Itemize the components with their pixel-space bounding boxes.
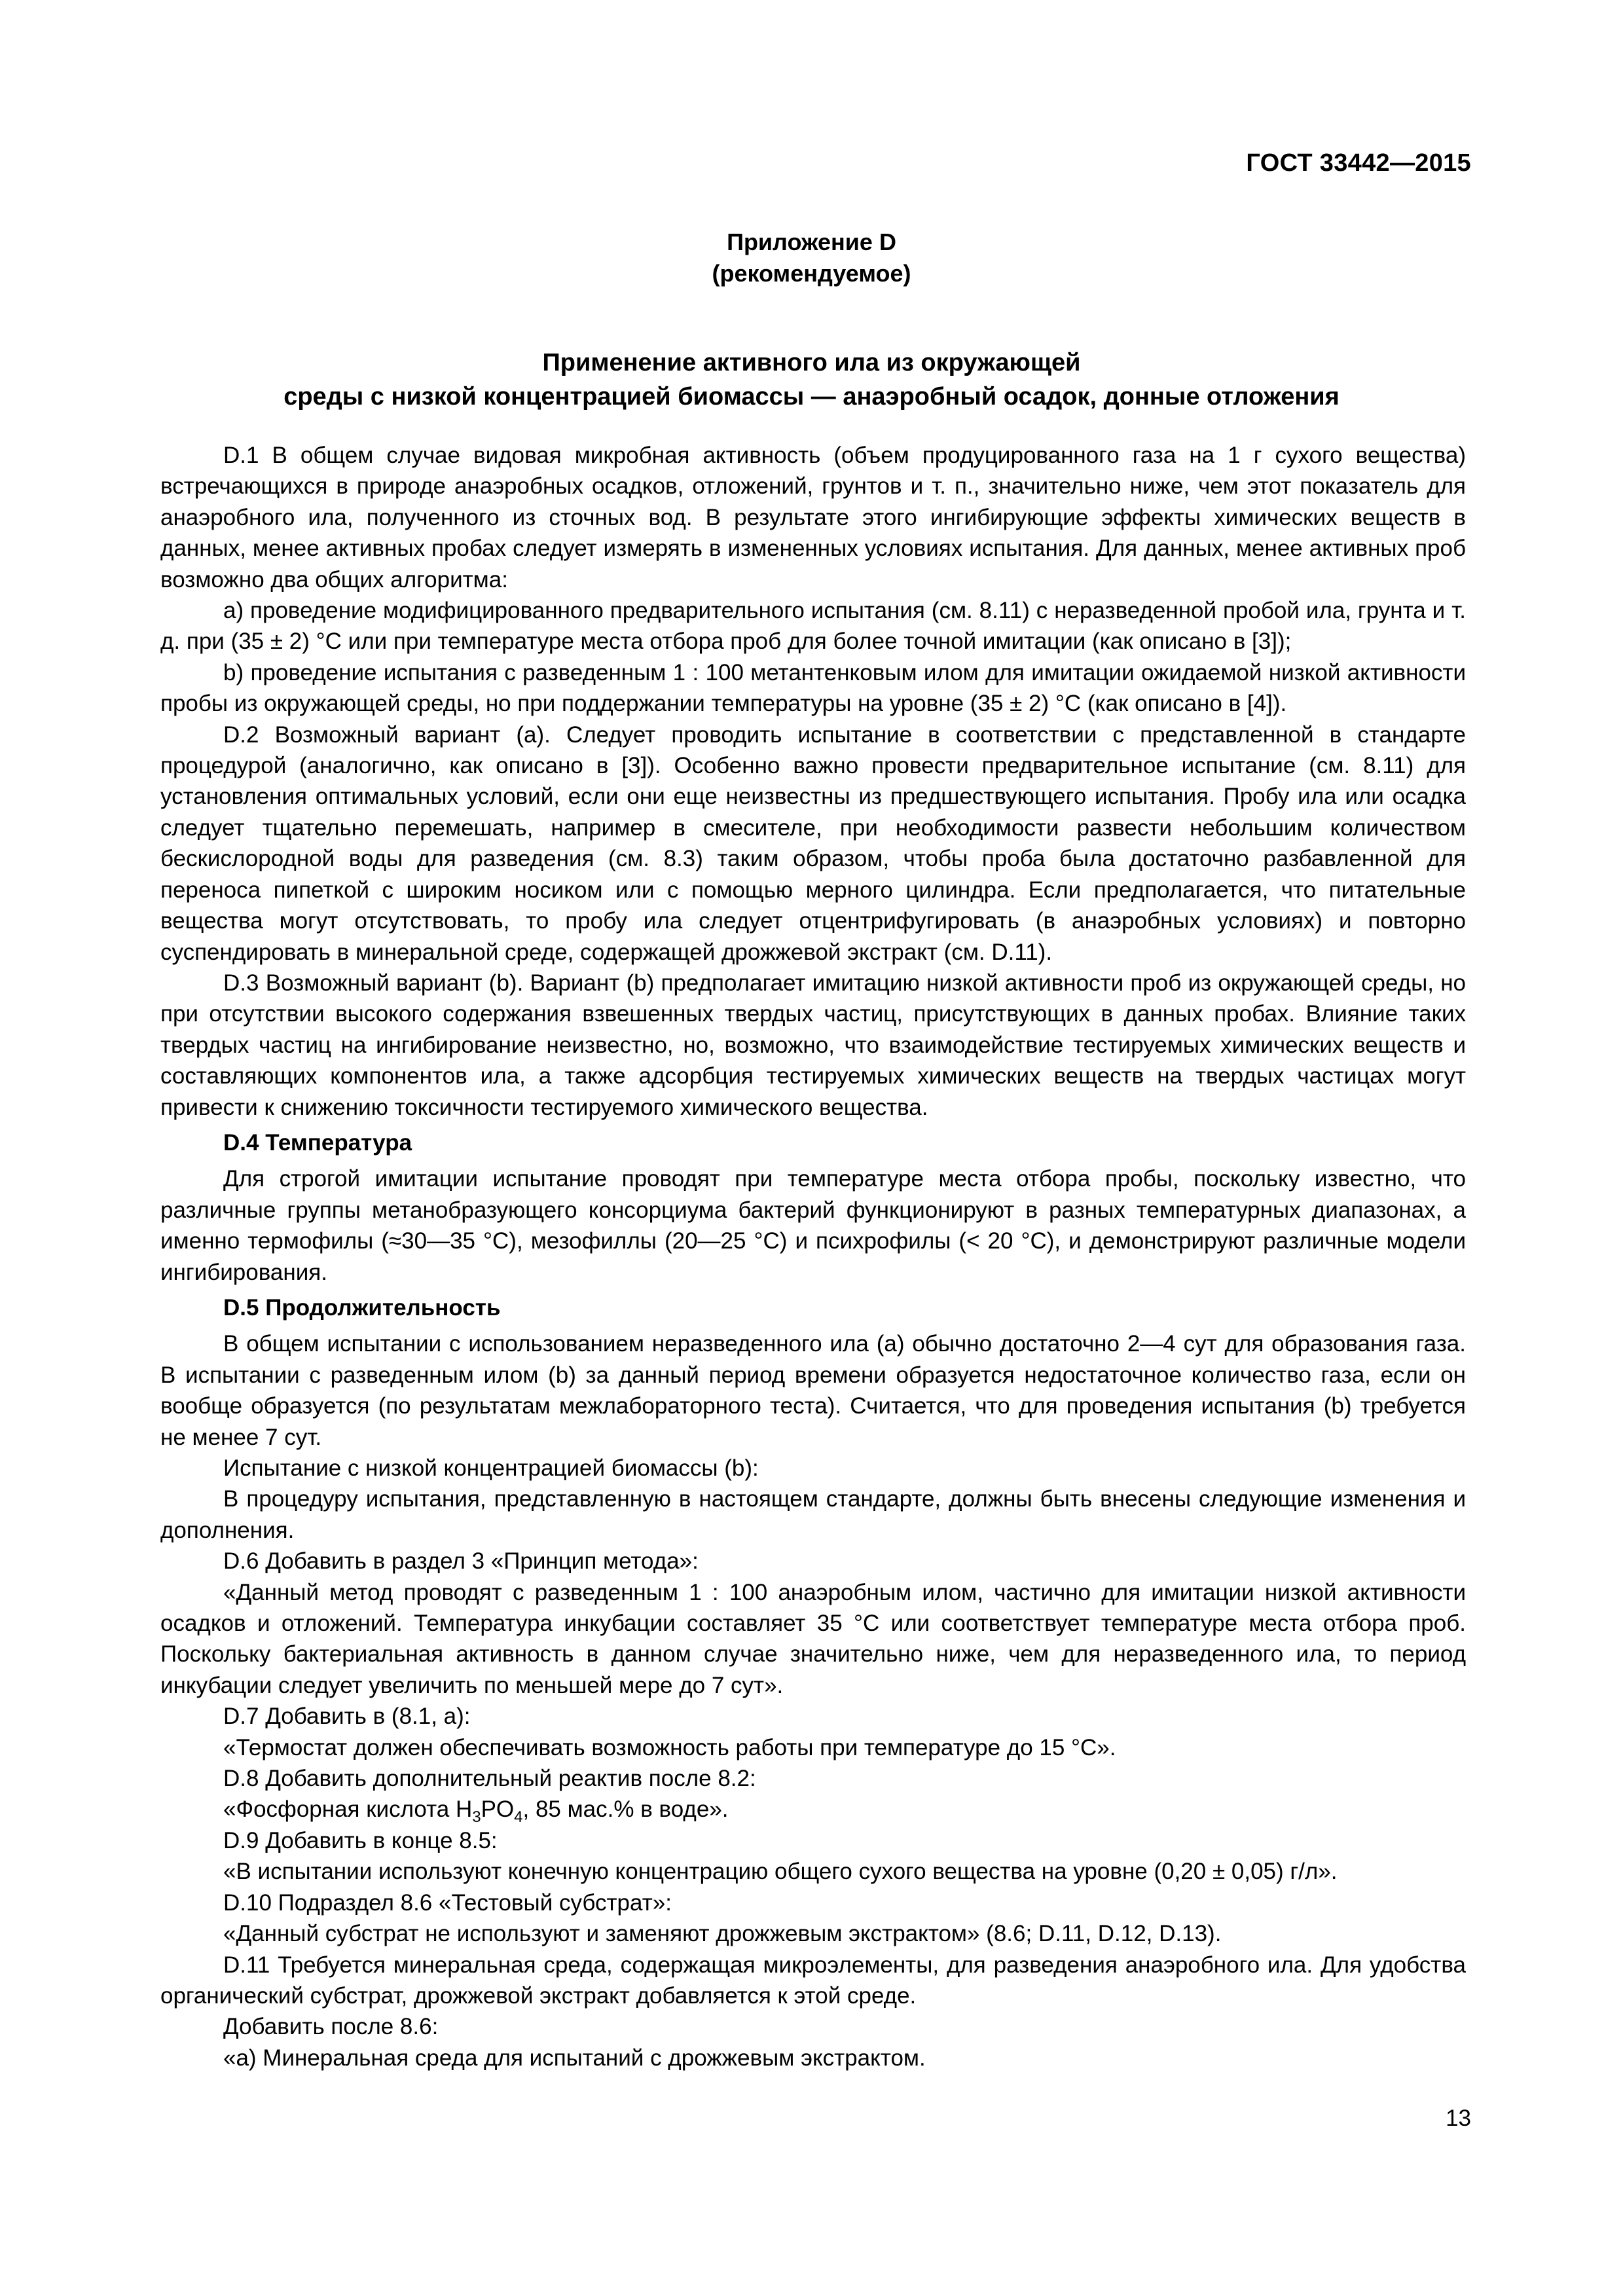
paragraph-d6: D.6 Добавить в раздел 3 «Принцип метода»:	[223, 1548, 699, 1575]
paragraph-d11: D.11 Требуется минеральная среда, содержащая микроэлементы, для разведения анаэробного ила. Для удобства органический субстрат, дрожжевой экстракт добавляется к этой среде.	[160, 1952, 1466, 2009]
paragraph-d10-quote: «Данный субстрат не используют и заменяют дрожжевым экстрактом» (8.6; D.11, D.12, D.13).	[223, 1921, 1222, 1947]
paragraph-d5-low-biomass: Испытание с низкой концентрацией биомассы (b):	[223, 1455, 759, 1481]
document-code: ГОСТ 33442—2015	[1246, 149, 1471, 177]
annex-title-line-2: среды с низкой концентрацией биомассы — анаэробный осадок, донные отложения	[283, 383, 1340, 410]
paragraph-d1-a: а) проведение модифицированного предварительного испытания (см. 8.11) с неразведенной пробой ила, грунта и т. д. при (35 ± 2) °С или при температуре места отбора проб для более точной имитации (как описано в [3]);	[160, 598, 1466, 655]
d8-quote-mid: PO	[481, 1796, 515, 1823]
d8-subscript-3: 3	[472, 1808, 481, 1827]
paragraph-d10: D.10 Подраздел 8.6 «Тестовый субстрат»:	[223, 1889, 672, 1916]
paragraph-d7: D.7 Добавить в (8.1, а):	[223, 1704, 471, 1730]
paragraph-d2: D.2 Возможный вариант (а). Следует проводить испытание в соответствии с представленной в стандарте процедурой (аналогично, как описано в [3]). Особенно важно провести предварительное испытание (см. 8.11) для установления оптимальных условий, если они еще неизвестны из предшествующего испытания. Пробу ила или осадка следует тщательно перемешать, например в смесителе, при необходимости развести небольшим количеством бескислородной воды для разведения (см. 8.3) таким образом, чтобы проба была достаточно разбавленной для переноса пипеткой с широким носиком или с помощью мерного цилиндра. Если предполагается, что питательные вещества могут отсутствовать, то пробу ила следует отцентрифугировать (в анаэробных условиях) и повторно суспендировать в минеральной среде, содержащей дрожжевой экстракт (см. D.11).	[160, 721, 1466, 965]
paragraph-d6-quote: «Данный метод проводят с разведенным 1 : 100 анаэробным илом, частично для имитации низкой активности осадков и отложений. Температура инкубации составляет 35 °С или соответствует температуре места отбора проб. Поскольку бактериальная активность в данном случае значительно ниже, чем для неразведенного ила, то период инкубации следует увеличить по меньшей мере до 7 сут».	[160, 1579, 1466, 1698]
paragraph-d4: Для строгой имитации испытание проводят при температуре места отбора пробы, поскольку известно, что различные группы метанобразующего консорциума бактерий функционируют в разных температурных диапазонах, а именно термофилы (≈30—35 °С), мезофиллы (20—25 °С) и психрофилы (< 20 °С), и демонстрируют различные модели ингибирования.	[160, 1166, 1466, 1285]
paragraph-d1: D.1 В общем случае видовая микробная активность (объем продуцированного газа на 1 г сухого вещества) встречающихся в природе анаэробных осадков, отложений, грунтов и т. п., значительно ниже, чем этот показатель для анаэробного ила, полученного из сточных вод. В результате этого ингибирующие эффекты химических веществ в данных, менее активных пробах следует измерять в измененных условиях испытания. Для данных, менее активных проб возможно два общих алгоритма:	[160, 443, 1466, 592]
paragraph-d9-quote: «В испытании используют конечную концентрацию общего сухого вещества на уровне (0,20 ± 0,05) г/л».	[223, 1859, 1338, 1885]
annex-label: Приложение D	[727, 228, 896, 255]
paragraph-d8-quote	[160, 1794, 1466, 1825]
annex-heading	[0, 227, 1623, 289]
annex-title-line-1: Применение активного ила из окружающей	[542, 349, 1081, 376]
d8-quote-suffix: , 85 мас.% в воде».	[522, 1796, 729, 1823]
d8-subscript-4: 4	[514, 1808, 523, 1827]
d8-quote-prefix: «Фосфорная кислота H	[223, 1796, 473, 1823]
paragraph-d11-a: «а) Минеральная среда для испытаний с дрожжевым экстрактом.	[223, 2045, 926, 2071]
paragraph-d3: D.3 Возможный вариант (b). Вариант (b) предполагает имитацию низкой активности проб из окружающей среды, но при отсутствии высокого содержания взвешенных твердых частиц, присутствующих в данных пробах. Влияние таких твердых частиц на ингибирование неизвестно, но, возможно, что взаимодействие тестируемых химических веществ и составляющих компонентов ила, а также адсорбция тестируемых химических веществ на твердых частицах могут привести к снижению токсичности тестируемого химического вещества.	[160, 970, 1466, 1120]
page-number: 13	[1446, 2105, 1471, 2131]
section-heading-d4: D.4 Температура	[223, 1129, 412, 1156]
document-body	[160, 440, 1466, 2073]
section-heading-d5: D.5 Продолжительность	[223, 1294, 501, 1321]
paragraph-d5: В общем испытании с использованием неразведенного ила (а) обычно достаточно 2—4 сут для образования газа. В испытании с разведенным илом (b) за данный период времени образуется недостаточное количество газа, если он вообще образуется (по результатам межлабораторного теста). Считается, что для проведения испытания (b) требуется не менее 7 сут.	[160, 1331, 1466, 1450]
annex-title	[0, 346, 1623, 414]
annex-status: (рекомендуемое)	[712, 260, 911, 287]
paragraph-d9: D.9 Добавить в конце 8.5:	[223, 1827, 498, 1853]
paragraph-d11-add: Добавить после 8.6:	[223, 2014, 439, 2040]
paragraph-d1-b: b) проведение испытания с разведенным 1 : 100 метантенковым илом для имитации ожидаемой низкой активности пробы из окружающей среды, но при поддержании температуры на уровне (35 ± 2) °С (как описано в [4]).	[160, 659, 1466, 717]
paragraph-d5-changes: В процедуру испытания, представленную в настоящем стандарте, должны быть внесены следующие изменения и дополнения.	[160, 1486, 1466, 1543]
paragraph-d8: D.8 Добавить дополнительный реактив после 8.2:	[223, 1766, 756, 1792]
paragraph-d7-quote: «Термостат должен обеспечивать возможность работы при температуре до 15 °С».	[223, 1734, 1116, 1760]
